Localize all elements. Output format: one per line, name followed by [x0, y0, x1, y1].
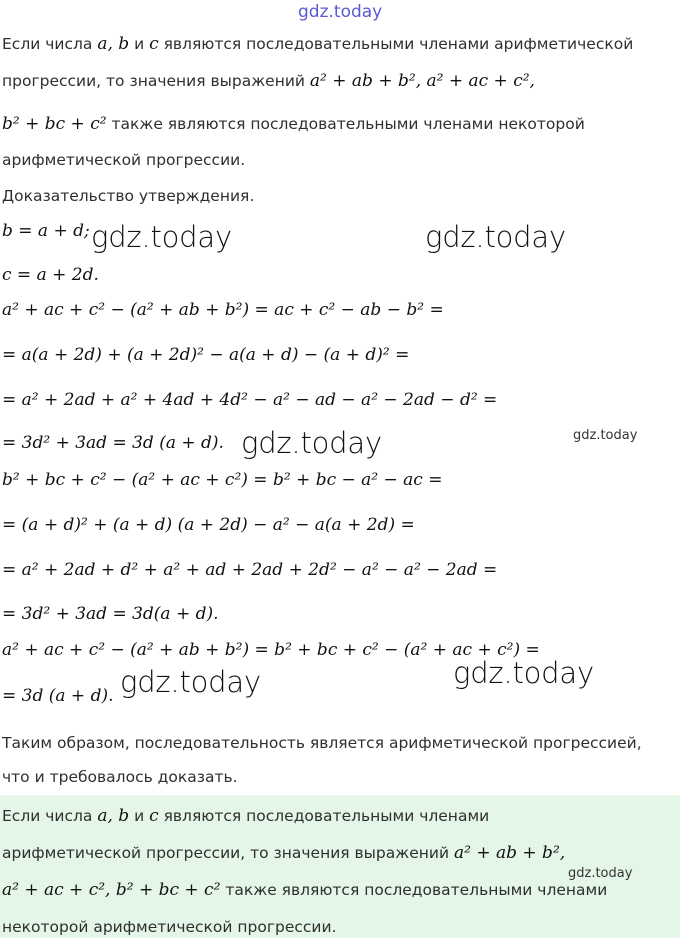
math-line-6: = 3d² + 3ad = 3d (a + d). — [2, 433, 224, 453]
watermark-big-4: gdz.today — [120, 665, 261, 699]
math-line-7: b² + bc + c² − (a² + ac + c²) = b² + bc − a² − ac = — [2, 470, 443, 490]
answer-line-3: a² + ac + c², b² + bc + c² также являются последовательными членами — [2, 880, 608, 900]
math-line-11: a² + ac + c² − (a² + ab + b²) = b² + bc + c² − (a² + ac + c²) = — [2, 640, 540, 660]
conclusion-line-1: Таким образом, последовательность является арифметической прогрессией, — [2, 734, 642, 752]
math-line-5: = a² + 2ad + a² + 4ad + 4d² − a² − ad − a² − 2ad − d² = — [2, 390, 498, 410]
proof-title: Доказательство утверждения. — [2, 187, 255, 205]
math-line-8: = (a + d)² + (a + d) (a + 2d) − a² − a(a + 2d) = — [2, 515, 415, 535]
intro-line-3: b² + bc + c² также являются последовательными членами некоторой — [2, 114, 585, 134]
answer-line-2: арифметической прогрессии, то значения выражений a² + ab + b², — [2, 843, 566, 863]
math-line-4: = a(a + 2d) + (a + 2d)² − a(a + d) − (a + d)² = — [2, 345, 410, 365]
math-line-9: = a² + 2ad + d² + a² + ad + 2ad + 2d² − a² − a² − 2ad = — [2, 560, 498, 580]
watermark-small-2: gdz.today — [568, 866, 633, 881]
watermark-big-1: gdz.today — [91, 220, 232, 254]
intro-line-2: прогрессии, то значения выражений a² + ab + b², a² + ac + c², — [2, 71, 535, 91]
math-line-1: b = a + d; — [2, 221, 90, 241]
math-line-12: = 3d (a + d). — [2, 686, 114, 706]
math-line-10: = 3d² + 3ad = 3d(a + d). — [2, 604, 219, 624]
watermark-big-2: gdz.today — [425, 220, 566, 254]
answer-line-1: Если числа a, b и c являются последовательными членами — [2, 806, 490, 826]
intro-line-1: Если числа a, b и c являются последовательными членами арифметической — [2, 34, 634, 54]
watermark-small-1: gdz.today — [573, 428, 638, 443]
math-line-3: a² + ac + c² − (a² + ab + b²) = ac + c² − ab − b² = — [2, 300, 444, 320]
answer-line-4: некоторой арифметической прогрессии. — [2, 918, 337, 936]
watermark-big-5: gdz.today — [453, 656, 594, 690]
intro-line-4: арифметической прогрессии. — [2, 151, 246, 169]
watermark-big-3: gdz.today — [241, 426, 382, 460]
watermark-top: gdz.today — [298, 2, 383, 22]
conclusion-line-2: что и требовалось доказать. — [2, 768, 238, 786]
math-line-2: c = a + 2d. — [2, 265, 99, 285]
